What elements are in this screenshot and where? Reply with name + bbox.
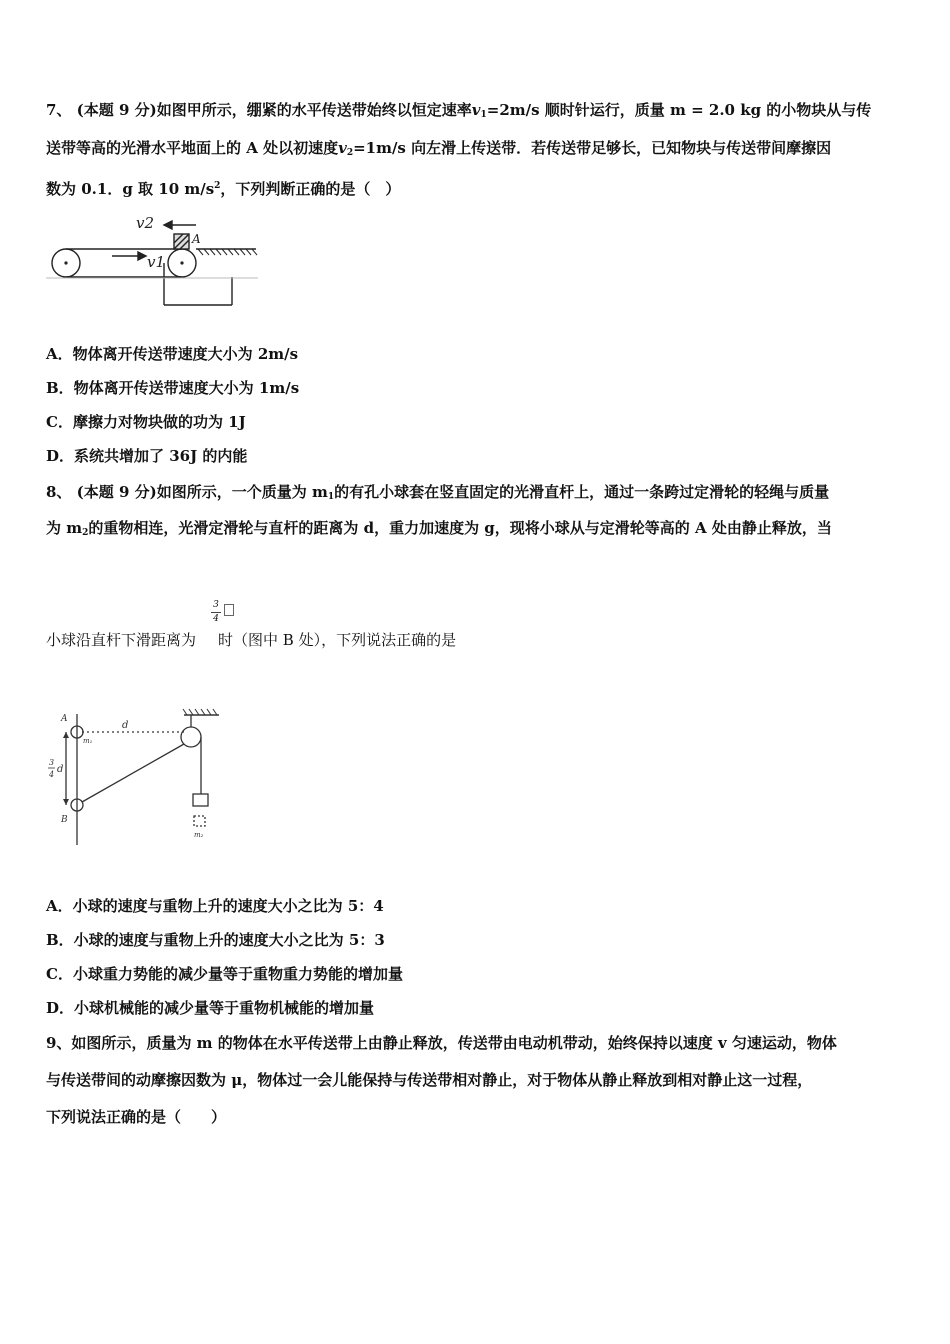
q8-text-2a: 为 m — [46, 519, 83, 537]
q8-option-c: C．小球重力势能的减少量等于重物重力势能的增加量 — [46, 965, 403, 983]
q7-score: (本题 9 分) — [76, 101, 157, 119]
q8-text-1b: 的有孔小球套在竖直固定的光滑直杆上，通过一条跨过定滑轮的轻绳与质量 — [334, 483, 830, 501]
q8-text-2b: 的重物相连，光滑定滑轮与直杆的距离为 d，重力加速度为 g，现将小球从与定滑轮等高的 A 处由静止释放，当 — [88, 519, 832, 537]
q8-option-a: A．小球的速度与重物上升的速度大小之比为 5：4 — [46, 897, 384, 915]
fraction-three-quarters — [211, 600, 221, 625]
label-d2: d — [57, 764, 64, 775]
q8-line-3 — [46, 630, 456, 650]
missing-glyph-box — [224, 604, 234, 616]
a-label: A — [192, 232, 201, 246]
q7-v1: v — [471, 101, 481, 119]
q8-pulley-figure — [44, 700, 229, 850]
q7-text-1b: =2m/s 顺时针运行，质量 m = 2.0 kg 的小物块从与传 — [486, 101, 872, 119]
q7-v2: v — [338, 139, 347, 157]
q7-conveyor-figure — [40, 205, 270, 310]
q7-option-d: D．系统共增加了 36J 的内能 — [46, 447, 248, 465]
q8-line-2 — [46, 518, 832, 543]
q9-line-2: 与传送带间的动摩擦因数为 μ，物体过一会儿能保持与传送带相对静止，对于物体从静止释放到相对静止这一过程， — [46, 1071, 813, 1089]
q7-option-c: C．摩擦力对物块做的功为 1J — [46, 413, 246, 431]
label-3: 3 — [49, 758, 55, 767]
v1-label: v1 — [147, 253, 166, 271]
q8-option-b: B．小球的速度与重物上升的速度大小之比为 5：3 — [46, 931, 385, 949]
q7-number: 7、 — [46, 101, 72, 119]
q8-text-3a: 小球沿直杆下滑距离为 — [46, 631, 197, 649]
q8-option-d: D．小球机械能的减少量等于重物机械能的增加量 — [46, 999, 375, 1017]
q7-option-b: B．物体离开传送带速度大小为 1m/s — [46, 379, 300, 397]
q9-line-1: 9、如图所示，质量为 m 的物体在水平传送带上由静止释放，传送带由电动机带动，始终保持以速度 v 匀速运动，物体 — [46, 1034, 837, 1052]
q7-text-1a: 如图甲所示，绷紧的水平传送带始终以恒定速率 — [156, 101, 472, 119]
label-A: A — [61, 714, 68, 724]
q7-text-3-sup: 2 — [214, 181, 221, 191]
q7-text-2b: =1m/s 向左滑上传送带．若传送带足够长，已知物块与传送带间摩擦因 — [353, 139, 832, 157]
q7-line-3 — [46, 176, 400, 199]
weight-m2 — [193, 794, 208, 806]
fraction-numerator: 3 — [213, 600, 219, 610]
q7-text-3a: 数为 0.1．g 取 10 m/s — [46, 180, 215, 198]
q8-text-1a: 如图所示，一个质量为 m — [156, 483, 328, 501]
q8-text-1-sub: 1 — [327, 492, 335, 502]
q7-text-2a: 送带等高的光滑水平地面上的 A 处以初速度 — [46, 139, 339, 157]
q7-line-1 — [46, 100, 871, 125]
label-B: B — [61, 815, 68, 825]
label-4: 4 — [49, 770, 55, 779]
q7-line-2 — [46, 138, 831, 163]
q8-score: (本题 9 分) — [76, 483, 157, 501]
q9-line-3: 下列说法正确的是（ ） — [46, 1108, 227, 1126]
q8-text-3b: 时（图中 B 处），下列说法正确的是 — [218, 631, 457, 649]
q7-option-a: A．物体离开传送带速度大小为 2m/s — [46, 345, 299, 363]
v2-label: v2 — [136, 214, 155, 232]
q8-line-1 — [46, 482, 829, 507]
q7-v2-sub: 2 — [346, 148, 354, 158]
label-m1: m₁ — [83, 737, 93, 745]
q8-text-2-sub: 2 — [82, 528, 89, 538]
q8-number: 8、 — [46, 483, 72, 501]
q7-v1-sub: 1 — [480, 110, 487, 120]
label-d: d — [122, 720, 129, 731]
q7-text-3b: ，下列判断正确的是（ ） — [220, 180, 401, 198]
fraction-denominator: 4 — [213, 614, 219, 624]
label-m2: m₂ — [194, 831, 204, 839]
